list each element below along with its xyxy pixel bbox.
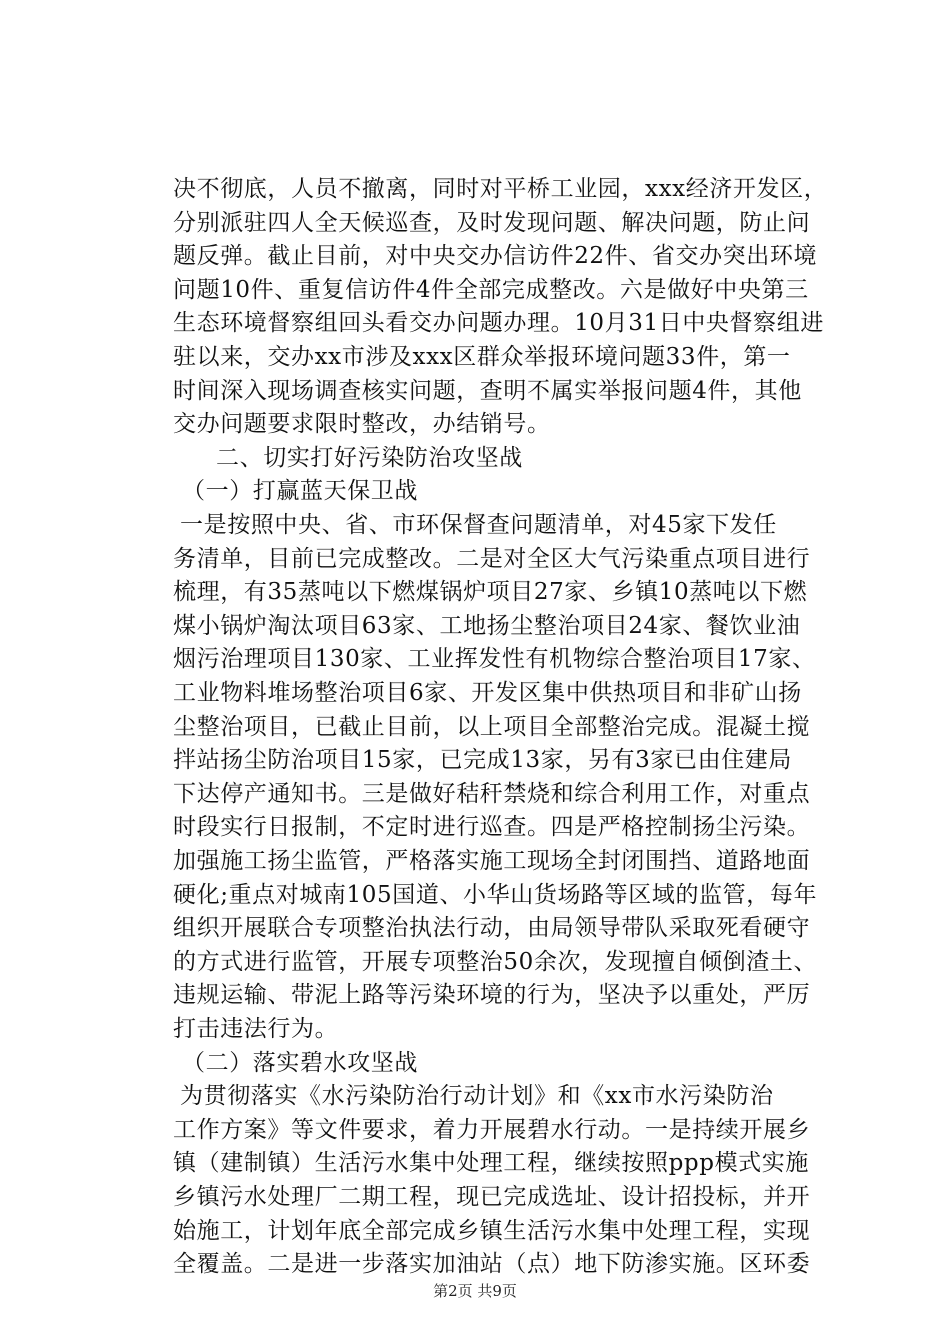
text-line: 时段实行日报制，不定时进行巡查。四是严格控制扬尘污染。	[173, 814, 811, 841]
text-line: 工作方案》等文件要求，着力开展碧水行动。一是持续开展乡	[173, 1116, 811, 1143]
text-line: 违规运输、带泥上路等污染环境的行为，坚决予以重处，严厉	[173, 982, 811, 1009]
text-line: 尘整治项目，已截止目前，以上项目全部整治完成。混凝土搅	[173, 713, 811, 740]
section-heading: 二、切实打好污染防治攻坚战	[216, 444, 523, 471]
text-line: 组织开展联合专项整治执法行动，由局领导带队采取死看硬守	[173, 915, 811, 942]
text-line: 梳理，有35蒸吨以下燃煤锅炉项目27家、乡镇10蒸吨以下燃	[173, 579, 808, 606]
text-line: 乡镇污水处理厂二期工程，现已完成选址、设计招投标，并开	[173, 1184, 811, 1210]
text-line: 煤小锅炉淘汰项目63家、工地扬尘整治项目24家、餐饮业油	[173, 612, 801, 639]
text-line: 一是按照中央、省、市环保督查问题清单，对45家下发任	[180, 512, 777, 538]
text-line: 拌站扬尘防治项目15家，已完成13家，另有3家已由住建局	[173, 747, 792, 774]
text-line: 烟污治理项目130家、工业挥发性有机物综合整治项目17家、	[173, 646, 816, 673]
page-footer: 第2页 共9页	[433, 1282, 517, 1300]
text-line: 驻以来，交办xx市涉及xxx区群众举报环境问题33件，第一	[173, 344, 791, 370]
text-line: 题反弹。截止目前，对中央交办信访件22件、省交办突出环境	[173, 243, 818, 270]
text-line: 分别派驻四人全天候巡查，及时发现问题、解决问题，防止问	[173, 209, 811, 236]
text-line: 打击违法行为。	[173, 1016, 339, 1042]
text-line: 决不彻底，人员不撤离，同时对平桥工业园，xxx经济开发区，	[173, 176, 828, 202]
text-line: 的方式进行监管，开展专项整治50余次，发现擅自倾倒渣土、	[173, 948, 818, 975]
text-line: 加强施工扬尘监管，严格落实施工现场全封闭围挡、道路地面	[173, 848, 811, 874]
text-line: 全覆盖。二是进一步落实加油站（点）地下防渗实施。区环委	[173, 1251, 811, 1278]
text-line: 务清单，目前已完成整改。二是对全区大气污染重点项目进行	[173, 545, 811, 572]
text-line: 为贯彻落实《水污染防治行动计划》和《xx市水污染防治	[180, 1083, 774, 1110]
text-line: 生态环境督察组回头看交办问题办理。10月31日中央督察组进	[173, 310, 824, 337]
text-line: 始施工，计划年底全部完成乡镇生活污水集中处理工程，实现	[173, 1217, 811, 1244]
section-heading: （二）落实碧水攻坚战	[182, 1049, 418, 1076]
text-line: 交办问题要求限时整改，办结销号。	[173, 411, 551, 438]
section-heading: （一）打赢蓝天保卫战	[182, 478, 418, 505]
text-line: 镇（建制镇）生活污水集中处理工程，继续按照ppp模式实施	[173, 1150, 809, 1177]
text-line: 硬化;重点对城南105国道、小华山货场路等区域的监管，每年	[173, 881, 818, 908]
text-line: 下达停产通知书。三是做好秸秆禁烧和综合利用工作，对重点	[173, 780, 811, 807]
text-line: 问题10件、重复信访件4件全部完成整改。六是做好中央第三	[173, 276, 809, 303]
text-line: 工业物料堆场整治项目6家、开发区集中供热项目和非矿山扬	[173, 680, 802, 706]
text-line: 时间深入现场调查核实问题，查明不属实举报问题4件，其他	[173, 377, 802, 404]
